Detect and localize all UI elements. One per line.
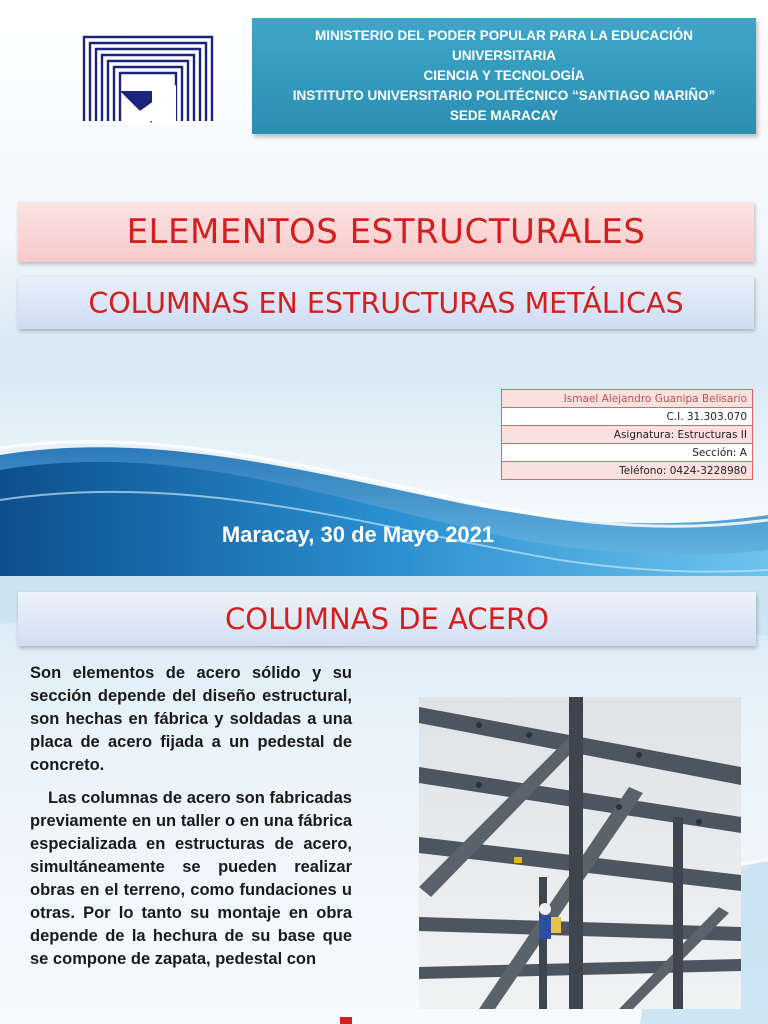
main-title: ELEMENTOS ESTRUCTURALES bbox=[18, 202, 754, 262]
table-row bbox=[502, 426, 753, 444]
content-slide bbox=[0, 576, 768, 1024]
table-row bbox=[502, 390, 753, 408]
table-row bbox=[502, 444, 753, 462]
subtitle: COLUMNAS EN ESTRUCTURAS METÁLICAS bbox=[18, 277, 754, 329]
body-text bbox=[30, 662, 352, 981]
paragraph-1: Son elementos de acero sólido y su sección depende del diseño estructural, son hechas en fábrica y soldadas a una placa de acero fijada a un pedestal de concreto. bbox=[30, 664, 352, 774]
table-row bbox=[502, 408, 753, 426]
phone: Teléfono: 0424-3228980 bbox=[502, 462, 753, 480]
student-info-table bbox=[501, 389, 753, 480]
section-heading: COLUMNAS DE ACERO bbox=[18, 592, 756, 646]
institute-logo-icon bbox=[80, 33, 216, 125]
student-name: Ismael Alejandro Guanipa Belisario bbox=[502, 390, 753, 408]
paragraph-2: Las columnas de acero son fabricadas previamente en un taller o en una fábrica especializada en estructuras de acero, simultáneamente se pueden realizar obras en el terreno, como fundaciones u otras. Por lo tanto su montaje en obra depende de la hechura de su base que se compone de zapata, pedestal con bbox=[30, 789, 352, 968]
date-text: Maracay, 30 de Mayo 2021 bbox=[221, 522, 495, 547]
ministry-line-2: UNIVERSITARIA bbox=[451, 48, 556, 63]
ministry-line-1: MINISTERIO DEL PODER POPULAR PARA LA EDUCACIÓN bbox=[314, 28, 694, 43]
ministry-line-4: INSTITUTO UNIVERSITARIO POLITÉCNICO “SANTIAGO MARIÑO” bbox=[292, 88, 716, 103]
subject: Asignatura: Estructuras II bbox=[502, 426, 753, 444]
ministry-header bbox=[252, 18, 756, 134]
ministry-line-3: CIENCIA Y TECNOLOGÍA bbox=[423, 68, 585, 83]
section: Sección: A bbox=[502, 444, 753, 462]
student-id: C.I. 31.303.070 bbox=[502, 408, 753, 426]
table-row bbox=[502, 462, 753, 480]
red-marker bbox=[340, 1017, 352, 1024]
ministry-line-5: SEDE MARACAY bbox=[449, 108, 559, 123]
steel-structure-photo bbox=[419, 697, 741, 1009]
